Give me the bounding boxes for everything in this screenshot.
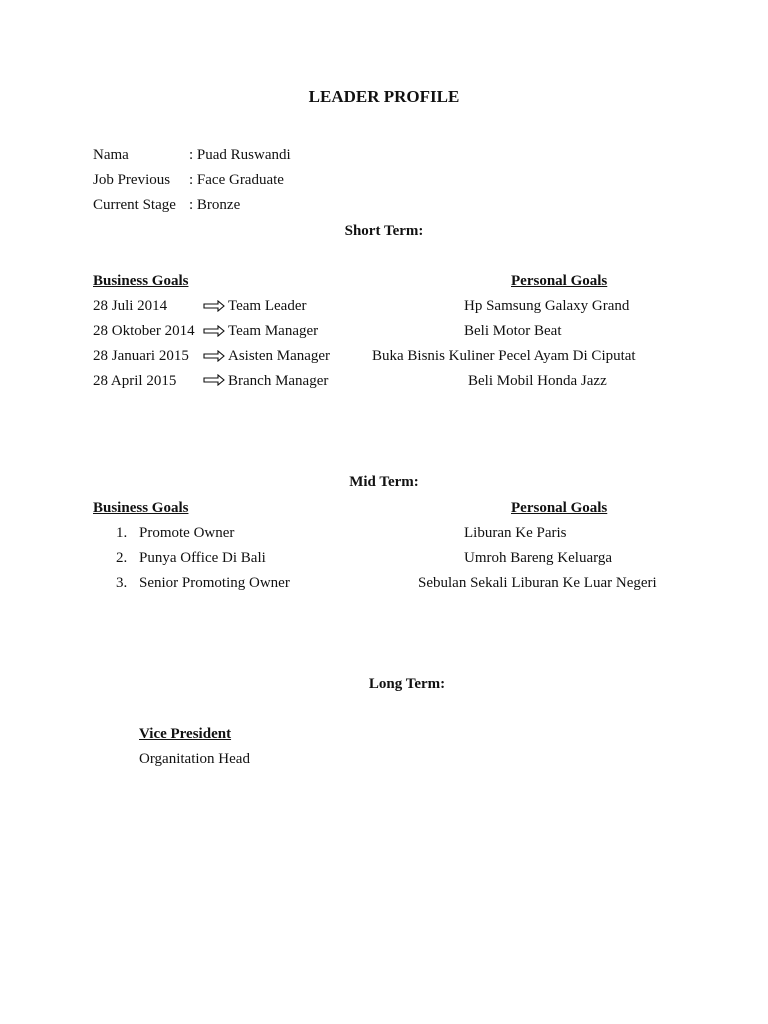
mid-term-personal-goal: Liburan Ke Paris	[464, 525, 567, 541]
short-term-heading: Short Term:	[344, 223, 424, 239]
long-term-description: Organitation Head	[139, 751, 250, 767]
short-term-personal-goal: Beli Motor Beat	[464, 323, 562, 339]
mid-term-business-goal: Punya Office Di Bali	[139, 550, 266, 566]
right-arrow-icon	[203, 300, 225, 312]
profile-value-nama: : Puad Ruswandi	[189, 147, 291, 163]
mid-term-personal-goal: Umroh Bareng Keluarga	[464, 550, 613, 566]
mid-term-number: 1.	[116, 525, 128, 541]
profile-label-nama: Nama	[93, 147, 129, 163]
right-arrow-icon	[203, 374, 225, 386]
mid-term-personal-goals-heading: Personal Goals	[511, 500, 608, 516]
short-term-business-goal: Asisten Manager	[228, 348, 331, 364]
mid-term-number: 2.	[116, 550, 128, 566]
short-term-business-goal: Team Manager	[228, 323, 319, 339]
profile-label-job-previous: Job Previous	[93, 172, 171, 188]
long-term-heading: Long Term:	[368, 676, 446, 692]
short-term-personal-goal: Buka Bisnis Kuliner Pecel Ayam Di Ciputat	[372, 348, 636, 364]
page-title: LEADER PROFILE	[308, 87, 460, 106]
short-term-business-goals-heading: Business Goals	[93, 273, 189, 289]
right-arrow-icon	[203, 325, 225, 337]
profile-label-current-stage: Current Stage	[93, 197, 176, 213]
mid-term-heading: Mid Term:	[349, 474, 419, 490]
long-term-position: Vice President	[139, 726, 232, 742]
mid-term-business-goal: Promote Owner	[139, 525, 235, 541]
short-term-date: 28 Januari 2015	[93, 348, 189, 364]
short-term-date: 28 April 2015	[93, 373, 177, 389]
profile-value-current-stage: : Bronze	[189, 197, 241, 213]
mid-term-number: 3.	[116, 575, 128, 591]
right-arrow-icon	[203, 350, 225, 362]
short-term-date: 28 Juli 2014	[93, 298, 168, 314]
short-term-personal-goals-heading: Personal Goals	[511, 273, 608, 289]
mid-term-business-goals-heading: Business Goals	[93, 500, 189, 516]
mid-term-business-goal: Senior Promoting Owner	[139, 575, 290, 591]
mid-term-personal-goal: Sebulan Sekali Liburan Ke Luar Negeri	[418, 575, 657, 591]
profile-value-job-previous: : Face Graduate	[189, 172, 284, 188]
short-term-business-goal: Team Leader	[228, 298, 307, 314]
short-term-personal-goal: Beli Mobil Honda Jazz	[468, 373, 607, 389]
short-term-date: 28 Oktober 2014	[93, 323, 195, 339]
short-term-personal-goal: Hp Samsung Galaxy Grand	[464, 298, 630, 314]
short-term-business-goal: Branch Manager	[228, 373, 329, 389]
